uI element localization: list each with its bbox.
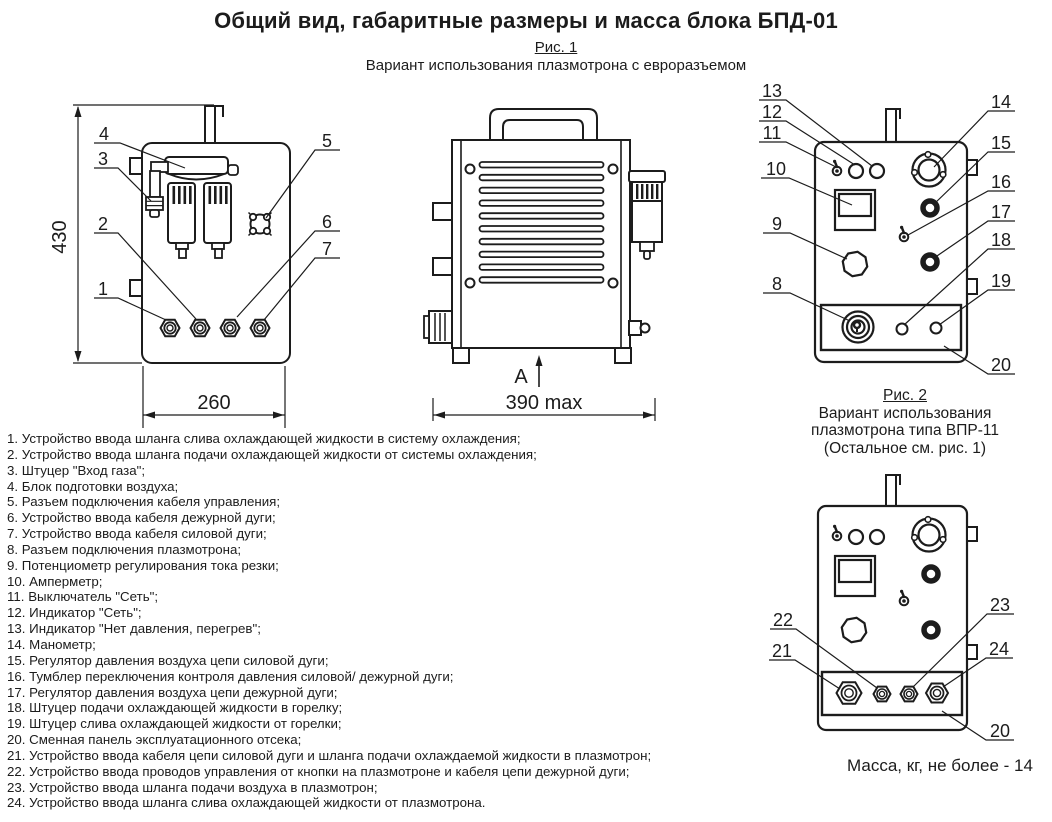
carry-handle xyxy=(490,109,597,140)
callout-23: 23 xyxy=(989,595,1011,615)
side-tab xyxy=(130,280,142,296)
callout-16: 16 xyxy=(990,172,1012,192)
legend-item: 18. Штуцер подачи охлаждающей жидкости в горелку; xyxy=(7,700,343,716)
pressure-regulator xyxy=(924,567,938,581)
hex-gland-23 xyxy=(901,687,918,702)
fig2-panel-view xyxy=(818,475,977,730)
callout-20: 20 xyxy=(990,355,1012,375)
right-stub xyxy=(228,165,238,175)
legend-item: 4. Блок подготовки воздуха; xyxy=(7,478,179,494)
panel-screw xyxy=(466,165,475,174)
foot xyxy=(453,348,469,363)
callout-18: 18 xyxy=(990,230,1012,250)
hex-gland-1 xyxy=(161,320,180,336)
legend-item: 6. Устройство ввода кабеля дежурной дуги; xyxy=(7,510,276,526)
callout-14: 14 xyxy=(990,92,1012,112)
callout-3: 3 xyxy=(97,149,109,169)
indicator-lamp xyxy=(849,530,863,544)
callout-17: 17 xyxy=(990,202,1012,222)
callout-22: 22 xyxy=(772,610,794,630)
callout-15: 15 xyxy=(990,133,1012,153)
legend-item: 19. Штуцер слива охлаждающей жидкости от горелки; xyxy=(7,716,342,732)
legend-item: 13. Индикатор "Нет давления, перегрев"; xyxy=(7,621,261,637)
hex-gland-21 xyxy=(837,682,862,704)
callout-12: 12 xyxy=(761,102,783,122)
callout-7: 7 xyxy=(321,239,333,259)
left-stub xyxy=(433,203,452,220)
callout-2: 2 xyxy=(97,214,109,234)
top-pipe xyxy=(885,475,901,506)
callout-20b: 20 xyxy=(989,721,1011,741)
legend-item: 23. Устройство ввода шланга подачи воздуха в плазмотрон; xyxy=(7,779,378,795)
panel-screw xyxy=(466,279,475,288)
legend-item: 7. Устройство ввода кабеля силовой дуги; xyxy=(7,526,267,542)
callout-11: 11 xyxy=(762,123,782,143)
page-title: Общий вид, габаритные размеры и масса блока БПД-01 xyxy=(214,8,838,33)
side-tab xyxy=(967,279,977,294)
side-tab xyxy=(130,158,142,174)
fig2-caption: Рис. 2 xyxy=(883,387,927,404)
callout-13: 13 xyxy=(761,81,783,101)
top-pipe xyxy=(885,109,901,142)
legend-item: 21. Устройство ввода кабеля цепи силовой дуги и шланга подачи охлаждаемой жидкости в плазмотрон; xyxy=(7,747,652,763)
dim-depth: 390 max xyxy=(505,392,583,414)
legend-item: 14. Манометр; xyxy=(7,636,96,652)
fig1-subtitle: Вариант использования плазмотрона с евроразъемом xyxy=(365,57,747,74)
legend-item: 1. Устройство ввода шланга слива охлаждающей жидкости в систему охлаждения; xyxy=(7,431,521,446)
fig2-subtitle-line2: плазмотрона типа ВПР-11 xyxy=(811,422,999,439)
foot xyxy=(615,348,631,363)
coolant-union xyxy=(897,324,908,335)
callout-5: 5 xyxy=(321,131,333,151)
legend-item: 17. Регулятор давления воздуха цепи дежурной дуги; xyxy=(7,684,338,700)
legend-item: 3. Штуцер "Вход газа"; xyxy=(7,462,146,478)
left-connector xyxy=(424,311,452,343)
panel-screw xyxy=(609,279,618,288)
air-filter-side xyxy=(629,171,665,259)
legend-item: 11. Выключатель "Сеть"; xyxy=(7,589,159,605)
fig1-side-view xyxy=(424,109,665,388)
hex-gland-2 xyxy=(191,320,210,336)
legend-item: 15. Регулятор давления воздуха цепи силовой дуги; xyxy=(7,652,329,668)
callout-21: 21 xyxy=(771,641,793,661)
indicator-lamp xyxy=(849,164,863,178)
ammeter xyxy=(835,556,875,596)
callout-9: 9 xyxy=(771,214,783,234)
torch-connector xyxy=(843,312,874,343)
callout-1: 1 xyxy=(97,279,109,299)
side-tab xyxy=(967,645,977,659)
legend-item: 9. Потенциометр регулирования тока резки; xyxy=(7,557,279,573)
fig2-subtitle-line1: Вариант использования xyxy=(818,404,992,422)
dim-width: 260 xyxy=(197,392,231,414)
side-tab xyxy=(967,527,977,541)
legend-item: 20. Сменная панель эксплуатационного отсека; xyxy=(7,732,302,748)
left-stub xyxy=(433,258,452,275)
callout-10: 10 xyxy=(765,159,787,179)
legend-list xyxy=(7,431,777,811)
callout-24: 24 xyxy=(988,639,1010,659)
fig2-caption-block xyxy=(780,387,1030,457)
hex-gland-7 xyxy=(251,320,270,336)
hex-gland-6 xyxy=(221,320,240,336)
legend-item: 8. Разъем подключения плазмотрона; xyxy=(7,541,242,557)
top-pipe xyxy=(204,106,224,143)
callout-8: 8 xyxy=(771,274,783,294)
legend-item: 10. Амперметр; xyxy=(7,573,103,589)
right-stub-knob xyxy=(641,324,650,333)
legend-item: 12. Индикатор "Сеть"; xyxy=(7,605,142,621)
hex-gland-22 xyxy=(874,687,891,702)
legend-item: 22. Устройство ввода проводов управления от кнопки на плазмотроне и кабеля цепи дежурной дуги; xyxy=(7,763,630,779)
pressure-regulator xyxy=(924,623,938,637)
fig1-front-view xyxy=(130,106,290,363)
callout-19: 19 xyxy=(990,271,1012,291)
legend-item: 16. Тумблер переключения контроля давления силовой/ дежурной дуги; xyxy=(7,668,454,684)
indicator-lamp xyxy=(870,164,884,178)
legend-item: 24. Устройство ввода шланга слива охлаждающей жидкости от плазмотрона. xyxy=(7,795,486,811)
indicator-lamp xyxy=(870,530,884,544)
callout-6: 6 xyxy=(321,212,333,232)
dim-height: 430 xyxy=(49,220,71,254)
mass-note: Масса, кг, не более - 14 xyxy=(847,756,1033,775)
fig2-subtitle-line3: (Остальное см. рис. 1) xyxy=(823,439,987,457)
right-stub xyxy=(629,321,641,335)
panel-screw xyxy=(609,165,618,174)
ammeter xyxy=(835,190,875,230)
view-label-a: А xyxy=(514,366,528,388)
callout-4: 4 xyxy=(98,124,110,144)
legend-item: 5. Разъем подключения кабеля управления; xyxy=(7,494,281,510)
fig1-caption: Рис. 1 xyxy=(534,39,578,56)
legend-item: 2. Устройство ввода шланга подачи охлаждающей жидкости от системы охлаждения; xyxy=(7,446,537,462)
